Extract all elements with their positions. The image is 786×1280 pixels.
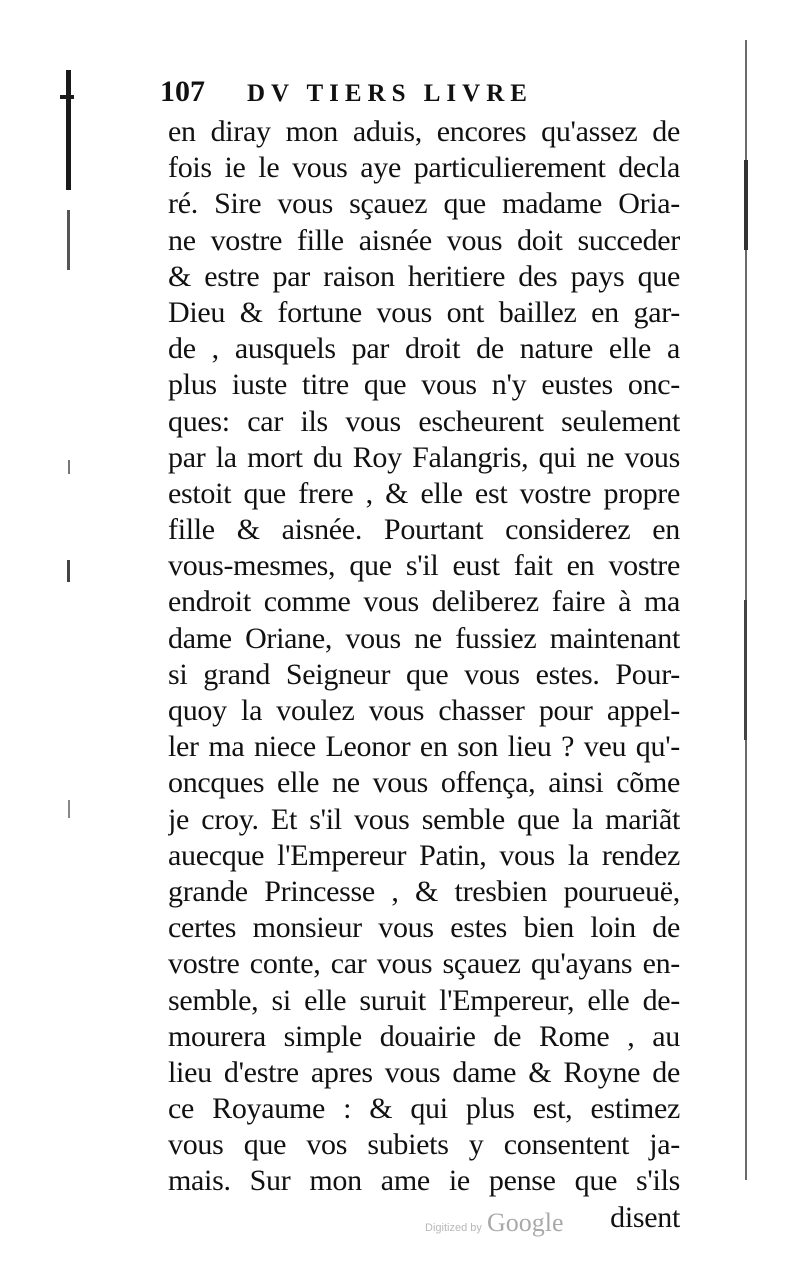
text-line: grande Princesse , & tresbien pourueuë, (168, 874, 680, 908)
text-line: dame Oriane, vous ne fussiez maintenant (168, 621, 680, 655)
page-header (160, 72, 600, 112)
scan-edge-right (738, 40, 752, 1180)
text-line: quoy la voulez vous chasser pour appel- (168, 694, 680, 727)
text-line: ce Royaume : & qui plus est, estimez (168, 1092, 680, 1126)
running-head: DV TIERS LIVRE (247, 80, 533, 107)
text-line: semble, si elle suruit l'Empereur, elle de- (168, 983, 680, 1017)
text-line: en diray mon aduis, encores qu'assez de (168, 115, 680, 148)
text-line: lieu d'estre apres vous dame & Royne de (168, 1055, 680, 1089)
text-line: auecque l'Empereur Patin, vous la rendez (168, 838, 680, 872)
text-line: mourera simple douairie de Rome , au (168, 1019, 680, 1053)
text-line: Dieu & fortune vous ont baillez en gar- (168, 295, 680, 329)
scan-edge-left (52, 40, 78, 1140)
page-number: 107 (160, 75, 205, 108)
watermark-prefix: Digitized by (425, 1222, 482, 1234)
text-line: de , ausquels par droit de nature elle a (168, 332, 680, 366)
text-line: estoit que frere , & elle est vostre propre (168, 476, 680, 510)
text-line: ques: car ils vous escheurent seulement (168, 404, 680, 438)
catchword: disent (610, 1200, 680, 1234)
watermark-brand: Google (486, 1208, 564, 1237)
text-line: si grand Seigneur que vous estes. Pour- (168, 657, 680, 691)
text-line: ne vostre fille aisnée vous doit succeder (168, 223, 680, 257)
text-line: fois ie le vous aye particulierement decla (168, 151, 680, 185)
text-line: mais. Sur mon ame ie pense que s'ils (168, 1164, 680, 1198)
text-line: endroit comme vous deliberez faire à ma (168, 585, 680, 619)
text-line: ler ma niece Leonor en son lieu ? veu qu'- (168, 730, 680, 764)
text-line: par la mort du Roy Falangris, qui ne vous (168, 440, 680, 474)
text-line: ré. Sire vous sçauez que madame Oria- (168, 187, 680, 221)
text-line: fille & aisnée. Pourtant considerez en (168, 513, 680, 547)
digitized-watermark (425, 1208, 585, 1248)
text-line: vous-mesmes, que s'il eust fait en vostre (168, 549, 680, 583)
body-text (168, 114, 680, 1236)
text-line: certes monsieur vous estes bien loin de (168, 911, 680, 945)
text-line: oncques elle ne vous offença, ainsi cõme (168, 766, 680, 800)
text-line: vous que vos subiets y consentent ja- (168, 1128, 680, 1162)
text-line: je croy. Et s'il vous semble que la mariãt (168, 802, 680, 836)
text-line: vostre conte, car vous sçauez qu'ayans en- (168, 947, 680, 981)
text-line: & estre par raison heritiere des pays que (168, 259, 680, 293)
text-line: plus iuste titre que vous n'y eustes onc- (168, 368, 680, 402)
